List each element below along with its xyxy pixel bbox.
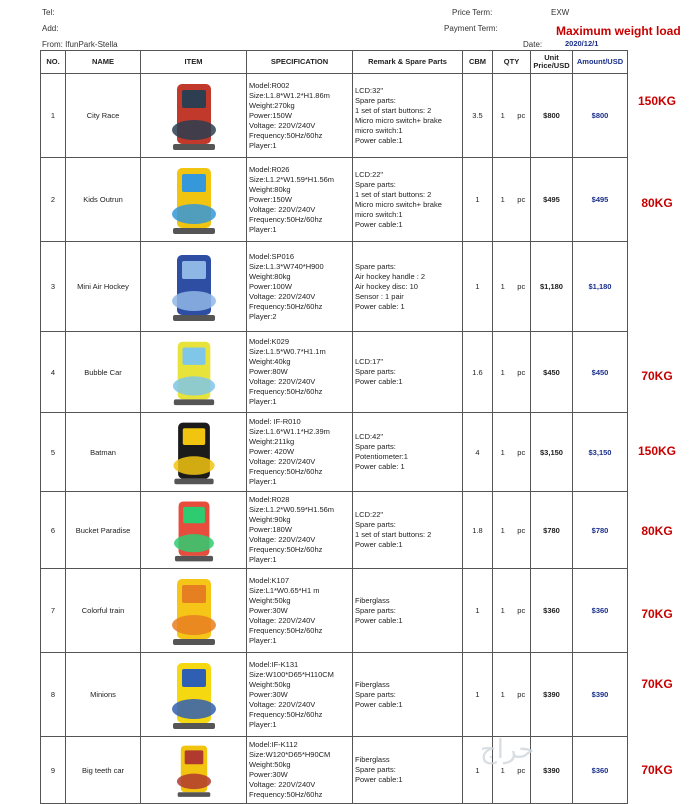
- product-image: [159, 657, 229, 733]
- row-item-cell: [141, 332, 247, 413]
- row-name: Mini Air Hockey: [66, 242, 141, 332]
- spec-line: Player:1: [249, 224, 277, 234]
- row-no: 1: [41, 74, 66, 158]
- spec-line: Model: IF-R010: [249, 417, 301, 426]
- row-remark: [353, 242, 463, 332]
- spec-line: Model:SP016: [249, 251, 295, 261]
- row-remark: [353, 332, 463, 413]
- remark-line: Spare parts:: [355, 261, 396, 271]
- spec-line: Voltage: 220V/240V: [249, 204, 316, 214]
- remark-line: Power cable:1: [355, 699, 403, 709]
- row-unit-price: $495: [531, 158, 573, 242]
- spec-line: Power:150W: [249, 194, 292, 204]
- row-spec: [247, 737, 353, 804]
- spec-line: Player:2: [249, 311, 277, 321]
- row-unit: pc: [513, 653, 531, 737]
- row-name: City Race: [66, 74, 141, 158]
- remark-line: Power cable:1: [355, 775, 403, 784]
- remark-line: Fiberglass: [355, 755, 390, 764]
- remark-line: Micro micro switch+ brake: [355, 199, 442, 209]
- col-qty: QTY: [493, 51, 531, 74]
- col-name: NAME: [66, 51, 141, 74]
- row-name: Big teeth car: [66, 737, 141, 804]
- row-unit-price: $360: [531, 569, 573, 653]
- col-cbm: CBM: [463, 51, 493, 74]
- spec-line: Size:L1.2*W0.59*H1.56m: [249, 505, 335, 514]
- spec-line: Weight:50kg: [249, 679, 291, 689]
- spec-line: Power:150W: [249, 110, 292, 120]
- col-remark: Remark & Spare Parts: [353, 51, 463, 74]
- spec-line: Power:30W: [249, 605, 288, 615]
- spec-line: Player:1: [249, 635, 277, 645]
- remark-line: 1 set of start buttons: 2: [355, 105, 432, 115]
- payment-term-label: Payment Term:: [444, 24, 498, 33]
- row-spec: [247, 158, 353, 242]
- spec-line: Frequency:50Hz/60hz: [249, 545, 323, 554]
- row-remark: [353, 492, 463, 569]
- spec-line: Player:1: [249, 477, 277, 486]
- spec-line: Voltage: 220V/240V: [249, 699, 316, 709]
- spec-line: Size:L1.5*W0.7*H1.1m: [249, 347, 326, 356]
- spec-line: Model:R028: [249, 495, 290, 504]
- row-amount: $3,150: [573, 413, 628, 492]
- spec-line: Size:W100*D65*H110CM: [249, 669, 334, 679]
- spec-line: Frequency:50Hz/60hz: [249, 625, 323, 635]
- spec-line: Model:R002: [249, 80, 290, 90]
- max-weight-value: 70KG: [641, 763, 673, 777]
- spec-line: Player:1: [249, 555, 277, 564]
- row-qty: 1: [493, 158, 513, 242]
- row-unit-price: $780: [531, 492, 573, 569]
- max-weight-value: 80KG: [641, 524, 673, 538]
- date-label: Date:: [523, 40, 543, 49]
- row-no: 9: [41, 737, 66, 804]
- max-weight-value: 70KG: [641, 677, 673, 691]
- spec-line: Weight:40kg: [249, 357, 291, 366]
- spec-line: Power: 420W: [249, 447, 295, 456]
- tel-label: Tel:: [42, 8, 55, 17]
- spec-line: Size:L1.3*W740*H900: [249, 261, 324, 271]
- col-item: ITEM: [141, 51, 247, 74]
- table-row: [41, 242, 628, 332]
- remark-line: Power cable:1: [355, 615, 403, 625]
- row-unit: pc: [513, 242, 531, 332]
- row-no: 2: [41, 158, 66, 242]
- row-cbm: 4: [463, 413, 493, 492]
- row-unit: pc: [513, 332, 531, 413]
- spec-line: Voltage: 220V/240V: [249, 291, 316, 301]
- add-label: Add:: [42, 24, 59, 33]
- row-unit: pc: [513, 492, 531, 569]
- row-qty: 1: [493, 332, 513, 413]
- row-qty: 1: [493, 569, 513, 653]
- row-item-cell: [141, 242, 247, 332]
- spec-line: Voltage: 220V/240V: [249, 615, 316, 625]
- spec-line: Power:30W: [249, 689, 288, 699]
- row-cbm: 1: [463, 569, 493, 653]
- col-spec: SPECIFICATION: [247, 51, 353, 74]
- date-value: 2020/12/1: [565, 39, 599, 48]
- table-row: [41, 158, 628, 242]
- row-cbm: 3.5: [463, 74, 493, 158]
- row-unit-price: $390: [531, 653, 573, 737]
- price-term-label: Price Term:: [452, 8, 493, 17]
- row-name: Colorful train: [66, 569, 141, 653]
- row-remark: [353, 413, 463, 492]
- spec-line: Weight:90kg: [249, 515, 291, 524]
- spec-line: Voltage: 220V/240V: [249, 535, 316, 544]
- spec-line: Player:1: [249, 397, 277, 406]
- table-header-row: [41, 51, 628, 74]
- spec-line: Model:IF-K112: [249, 740, 298, 749]
- spec-line: Weight:50kg: [249, 595, 291, 605]
- row-amount: $390: [573, 653, 628, 737]
- row-cbm: 1: [463, 158, 493, 242]
- spec-line: Size:L1.6*W1.1*H2.39m: [249, 427, 330, 436]
- row-qty: 1: [493, 413, 513, 492]
- table-row: [41, 74, 628, 158]
- spec-line: Frequency:50Hz/60hz: [249, 467, 323, 476]
- product-image: [159, 336, 229, 409]
- row-spec: [247, 242, 353, 332]
- table-row: [41, 569, 628, 653]
- remark-line: LCD:17": [355, 357, 384, 366]
- col-no: NO.: [41, 51, 66, 74]
- price-term-value: EXW: [551, 8, 570, 17]
- row-amount: $1,180: [573, 242, 628, 332]
- row-unit-price: $1,180: [531, 242, 573, 332]
- remark-line: Spare parts:: [355, 765, 396, 774]
- max-weight-title: Maximum weight load: [556, 24, 681, 38]
- row-name: Bubble Car: [66, 332, 141, 413]
- remark-line: Power cable:1: [355, 219, 403, 229]
- max-weight-value: 80KG: [641, 196, 673, 210]
- spec-line: Weight:80kg: [249, 184, 291, 194]
- spec-line: Frequency:50Hz/60hz: [249, 214, 323, 224]
- remark-line: LCD:42": [355, 432, 384, 441]
- row-remark: [353, 653, 463, 737]
- product-image: [159, 246, 229, 328]
- row-spec: [247, 332, 353, 413]
- max-weight-value: 150KG: [637, 444, 677, 458]
- row-remark: [353, 569, 463, 653]
- spec-line: Frequency:50Hz/60hz: [249, 387, 323, 396]
- row-item-cell: [141, 653, 247, 737]
- max-weight-value: 150KG: [637, 94, 677, 108]
- row-cbm: 1.6: [463, 332, 493, 413]
- remark-line: Spare parts:: [355, 442, 396, 451]
- spec-line: Model:R026: [249, 164, 290, 174]
- spec-line: Model:K107: [249, 575, 290, 585]
- row-cbm: 1: [463, 653, 493, 737]
- remark-line: Spare parts:: [355, 179, 396, 189]
- remark-line: Power cable:1: [355, 377, 403, 386]
- row-name: Batman: [66, 413, 141, 492]
- row-item-cell: [141, 569, 247, 653]
- remark-line: Fiberglass: [355, 595, 390, 605]
- remark-line: Spare parts:: [355, 367, 396, 376]
- remark-line: Spare parts:: [355, 520, 396, 529]
- row-remark: [353, 158, 463, 242]
- spec-line: Size:L1.2*W1.59*H1.56m: [249, 174, 335, 184]
- spec-line: Weight:211kg: [249, 437, 295, 446]
- row-name: Minions: [66, 653, 141, 737]
- row-no: 3: [41, 242, 66, 332]
- remark-line: Power cable: 1: [355, 462, 405, 471]
- row-no: 4: [41, 332, 66, 413]
- spec-line: Model:IF-K131: [249, 659, 299, 669]
- remark-line: Spare parts:: [355, 605, 396, 615]
- spec-line: Frequency:50Hz/60hz: [249, 301, 323, 311]
- remark-line: Air hockey disc: 10: [355, 281, 418, 291]
- spec-line: Frequency:50Hz/60hz: [249, 790, 323, 799]
- remark-line: micro switch:1: [355, 209, 403, 219]
- spec-line: Size:L1*W0.65*H1 m: [249, 585, 320, 595]
- row-spec: [247, 569, 353, 653]
- remark-line: LCD:22": [355, 169, 384, 179]
- row-unit-price: $390: [531, 737, 573, 804]
- table-row: [41, 737, 628, 804]
- row-amount: $450: [573, 332, 628, 413]
- row-item-cell: [141, 737, 247, 804]
- row-cbm: 1: [463, 242, 493, 332]
- spec-line: Weight:50kg: [249, 760, 291, 769]
- table-row: [41, 492, 628, 569]
- spec-line: Power:30W: [249, 770, 288, 779]
- remark-line: Spare parts:: [355, 689, 396, 699]
- row-spec: [247, 492, 353, 569]
- row-spec: [247, 413, 353, 492]
- row-qty: 1: [493, 737, 513, 804]
- product-image: [159, 78, 229, 154]
- spec-line: Player:1: [249, 719, 277, 729]
- col-unit-price: Unit Price/USD: [531, 51, 573, 74]
- spec-line: Power:80W: [249, 367, 288, 376]
- row-unit-price: $3,150: [531, 413, 573, 492]
- table-row: [41, 653, 628, 737]
- row-no: 5: [41, 413, 66, 492]
- remark-line: Air hockey handle : 2: [355, 271, 426, 281]
- row-unit-price: $450: [531, 332, 573, 413]
- remark-line: micro switch:1: [355, 125, 403, 135]
- remark-line: Micro micro switch+ brake: [355, 115, 442, 125]
- row-qty: 1: [493, 242, 513, 332]
- spec-line: Frequency:50Hz/60hz: [249, 130, 323, 140]
- row-cbm: 1.8: [463, 492, 493, 569]
- row-qty: 1: [493, 74, 513, 158]
- remark-line: Power cable:1: [355, 135, 403, 145]
- spec-line: Frequency:50Hz/60hz: [249, 709, 323, 719]
- col-amount: Amount/USD: [573, 51, 628, 74]
- row-amount: $800: [573, 74, 628, 158]
- row-qty: 1: [493, 653, 513, 737]
- remark-line: LCD:22": [355, 510, 384, 519]
- max-weight-value: 70KG: [641, 369, 673, 383]
- row-cbm: 1: [463, 737, 493, 804]
- spec-line: Voltage: 220V/240V: [249, 780, 316, 789]
- row-unit: pc: [513, 413, 531, 492]
- remark-line: Spare parts:: [355, 95, 396, 105]
- product-image: [159, 162, 229, 238]
- product-image: [159, 573, 229, 649]
- watermark-logo: حراج: [480, 735, 535, 765]
- row-spec: [247, 653, 353, 737]
- product-image: [159, 417, 229, 488]
- remark-line: Power cable:1: [355, 540, 403, 549]
- row-qty: 1: [493, 492, 513, 569]
- row-no: 6: [41, 492, 66, 569]
- spec-line: Size:L1.8*W1.2*H1.86m: [249, 90, 330, 100]
- remark-line: 1 set of start buttons: 2: [355, 530, 432, 539]
- row-name: Kids Outrun: [66, 158, 141, 242]
- row-spec: [247, 74, 353, 158]
- from-label: From: IfunPark-Stella: [42, 40, 118, 49]
- remark-line: Power cable: 1: [355, 301, 405, 311]
- spec-line: Voltage: 220V/240V: [249, 377, 316, 386]
- spec-line: Power:100W: [249, 281, 292, 291]
- row-remark: [353, 74, 463, 158]
- product-image: [159, 496, 229, 565]
- row-amount: $360: [573, 737, 628, 804]
- spec-line: Model:K029: [249, 337, 290, 346]
- row-unit-price: $800: [531, 74, 573, 158]
- table-row: [41, 332, 628, 413]
- spec-line: Weight:270kg: [249, 100, 295, 110]
- remark-line: Fiberglass: [355, 679, 390, 689]
- row-item-cell: [141, 158, 247, 242]
- row-item-cell: [141, 413, 247, 492]
- row-amount: $780: [573, 492, 628, 569]
- row-unit: pc: [513, 737, 531, 804]
- spec-line: Size:W120*D65*H90CM: [249, 750, 331, 759]
- row-no: 7: [41, 569, 66, 653]
- quotation-table: [40, 50, 628, 804]
- row-unit: pc: [513, 158, 531, 242]
- remark-line: Sensor : 1 pair: [355, 291, 404, 301]
- spec-line: Player:1: [249, 140, 277, 150]
- row-amount: $495: [573, 158, 628, 242]
- row-name: Bucket Paradise: [66, 492, 141, 569]
- table-row: [41, 413, 628, 492]
- spec-line: Voltage: 220V/240V: [249, 120, 316, 130]
- spec-line: Power:180W: [249, 525, 292, 534]
- row-remark: [353, 737, 463, 804]
- remark-line: LCD:32": [355, 85, 384, 95]
- row-amount: $360: [573, 569, 628, 653]
- remark-line: Potentiometer:1: [355, 452, 408, 461]
- row-unit: pc: [513, 74, 531, 158]
- spec-line: Voltage: 220V/240V: [249, 457, 316, 466]
- row-item-cell: [141, 74, 247, 158]
- spec-line: Weight:80kg: [249, 271, 291, 281]
- row-item-cell: [141, 492, 247, 569]
- product-image: [159, 741, 229, 800]
- row-no: 8: [41, 653, 66, 737]
- row-unit: pc: [513, 569, 531, 653]
- remark-line: 1 set of start buttons: 2: [355, 189, 432, 199]
- max-weight-value: 70KG: [641, 607, 673, 621]
